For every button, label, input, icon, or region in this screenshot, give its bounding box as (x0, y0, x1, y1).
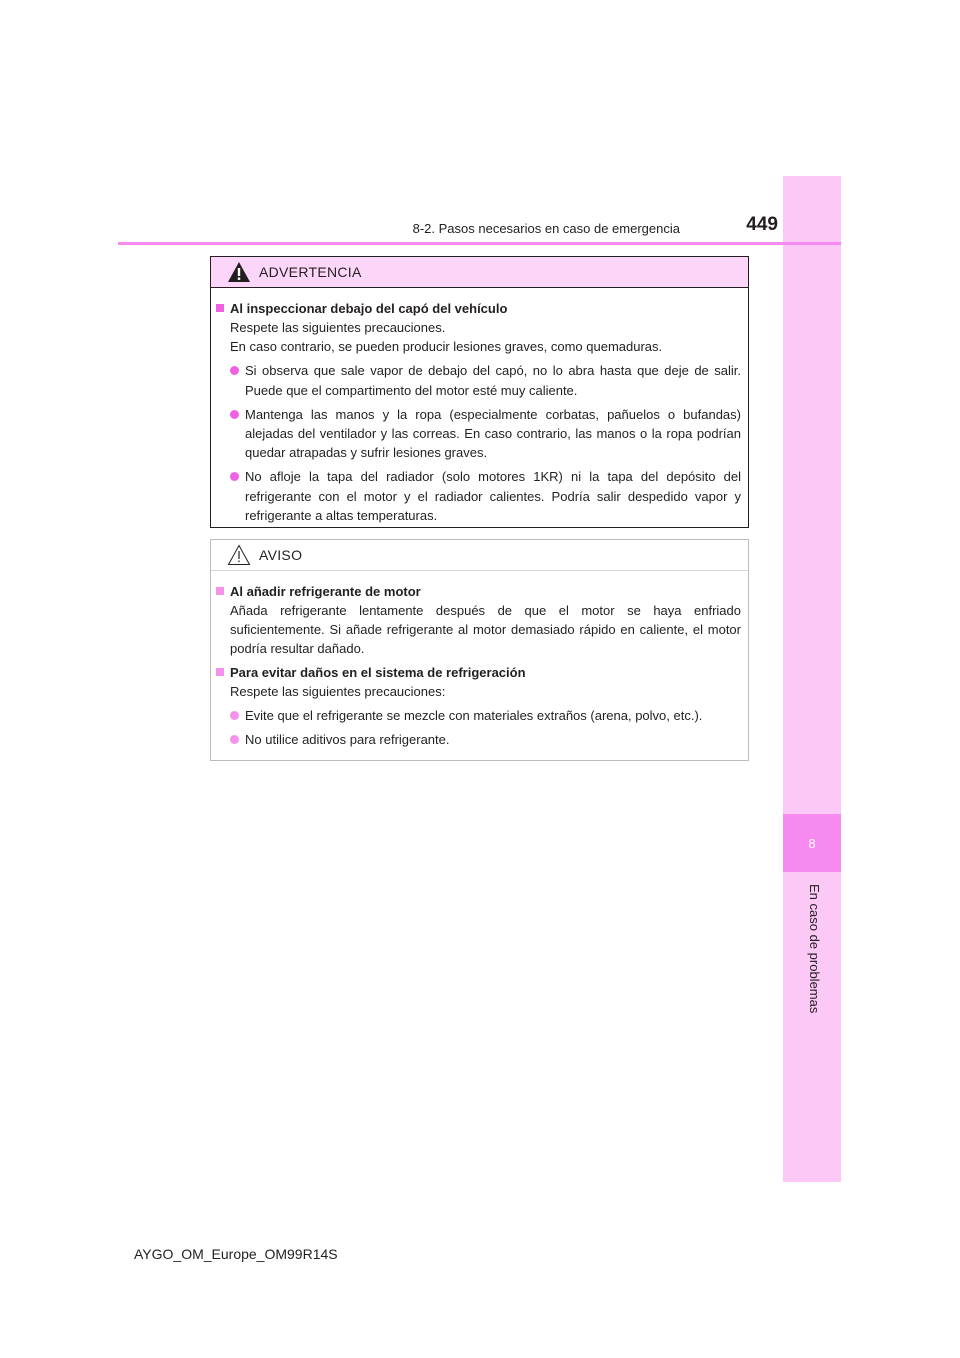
section-title: 8-2. Pasos necesarios en caso de emergencia (412, 221, 680, 236)
square-bullet-icon (216, 587, 224, 595)
list-item: No afloje la tapa del radiador (solo motores 1KR) ni la tapa del depósito del refrigerante con el motor y el radiador calientes. Podría salir despedido vapor y refrigerante a altas temperaturas. (216, 467, 741, 525)
list-item: Evite que el refrigerante se mezcle con materiales extraños (arena, polvo, etc.). (216, 706, 741, 725)
caution-heading: Al añadir refrigerante de motor (216, 582, 741, 601)
round-bullet-icon (230, 735, 239, 744)
caution-header (211, 540, 748, 571)
warning-body (211, 288, 748, 525)
caution-heading: Para evitar daños en el sistema de refrigeración (216, 663, 741, 682)
round-bullet-icon (230, 472, 239, 481)
caution-triangle-icon (227, 544, 251, 566)
chapter-label: En caso de problemas (807, 884, 822, 1014)
warning-box (210, 256, 749, 528)
round-bullet-icon (230, 366, 239, 375)
list-item: Mantenga las manos y la ropa (especialmente corbatas, pañuelos o bufandas) alejadas del ventilador y las correas. En caso contrario, las manos o la ropa podrían quedar atrapadas y sufrir lesiones graves. (216, 405, 741, 463)
caution-box (210, 539, 749, 761)
chapter-side-tab (783, 176, 841, 1182)
square-bullet-icon (216, 668, 224, 676)
round-bullet-icon (230, 410, 239, 419)
caution-title: AVISO (259, 547, 303, 563)
page-number: 449 (746, 214, 778, 235)
warning-triangle-icon (227, 261, 251, 283)
caution-body (211, 571, 748, 749)
warning-intro-line: En caso contrario, se pueden producir lesiones graves, como quemaduras. (230, 339, 663, 355)
chapter-number: 8 (783, 814, 841, 872)
document-code: AYGO_OM_Europe_OM99R14S (134, 1246, 338, 1262)
warning-intro-line: Respete las siguientes precauciones. (230, 320, 446, 335)
caution-paragraph: Respete las siguientes precauciones: (230, 683, 446, 699)
list-item: Si observa que sale vapor de debajo del capó, no lo abra hasta que deje de salir. Puede que el compartimento del motor esté muy caliente. (216, 361, 741, 399)
round-bullet-icon (230, 711, 239, 720)
warning-heading: Al inspeccionar debajo del capó del vehículo (216, 299, 741, 318)
warning-title: ADVERTENCIA (259, 264, 362, 280)
caution-paragraph: Añada refrigerante lentamente después de que el motor se haya enfriado suficientemente. Si añade refrigerante al motor demasiado rápido en caliente, el motor podría resultar dañado. (230, 603, 741, 657)
warning-header (211, 257, 748, 288)
header-divider (118, 242, 841, 245)
list-item: No utilice aditivos para refrigerante. (216, 730, 741, 749)
square-bullet-icon (216, 304, 224, 312)
